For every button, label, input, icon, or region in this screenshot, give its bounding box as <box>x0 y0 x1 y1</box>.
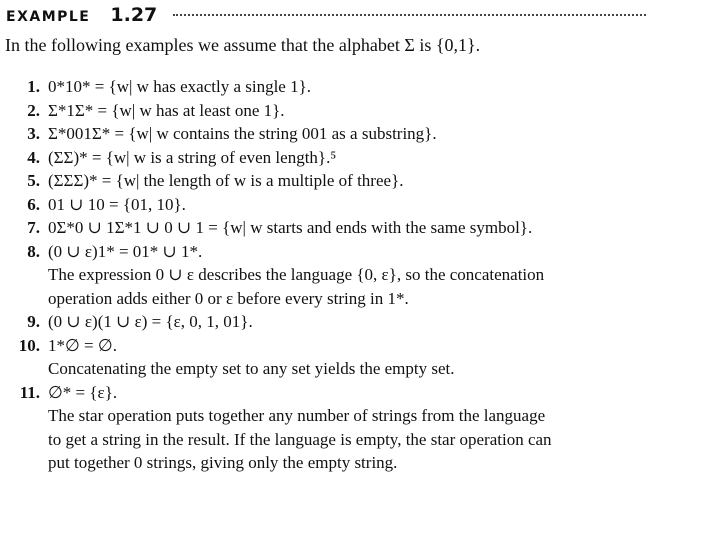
item-explanation: The star operation puts together any number of strings from the language <box>48 406 546 425</box>
item-number: 8. <box>27 241 40 261</box>
item-expression: (ΣΣΣ)* = {w| the length of w is a multiple of three}. <box>48 171 404 190</box>
list-item <box>0 216 715 240</box>
item-number: 3. <box>27 124 40 143</box>
item-expression: ∅* = {ε}. <box>48 382 118 402</box>
list-item <box>0 99 715 123</box>
list-item <box>0 193 715 217</box>
item-expression: 01 ∪ 10 = {01, 10}. <box>48 194 186 214</box>
item-explanation: Concatenating the empty set to any set yields the empty set. <box>48 359 455 378</box>
item-number: 10. <box>18 335 40 355</box>
item-expression: (ΣΣ)* = {w| w is a string of even length}.⁵ <box>48 147 337 167</box>
item-number: 4. <box>27 147 40 167</box>
item-number: 7. <box>27 218 40 237</box>
list-item <box>0 146 715 170</box>
item-expression: Σ*001Σ* = {w| w contains the string 001 as a substring}. <box>48 124 437 143</box>
example-list <box>0 75 715 475</box>
item-number: 1. <box>27 77 40 96</box>
item-number: 6. <box>27 194 40 214</box>
list-item <box>0 310 715 334</box>
item-explanation: put together 0 strings, giving only the empty string. <box>48 453 398 472</box>
item-expression: (0 ∪ ε)(1 ∪ ε) = {ε, 0, 1, 01}. <box>48 312 253 331</box>
list-item <box>0 75 715 99</box>
item-expression: 0*10* = {w| w has exactly a single 1}. <box>48 77 312 96</box>
item-expression: 0Σ*0 ∪ 1Σ*1 ∪ 0 ∪ 1 = {w| w starts and ends with the same symbol}. <box>48 218 533 237</box>
example-header <box>6 4 646 28</box>
item-explanation: The expression 0 ∪ ε describes the language {0, ε}, so the concatenation <box>48 265 545 284</box>
item-number: 2. <box>27 100 40 120</box>
item-explanation: to get a string in the result. If the language is empty, the star operation can <box>48 429 552 449</box>
list-item <box>0 122 715 146</box>
item-explanation: operation adds either 0 or ε before every string in 1*. <box>48 288 409 308</box>
example-number: 1.27 <box>110 4 158 26</box>
dotted-rule <box>173 4 646 16</box>
list-item <box>0 169 715 193</box>
item-number: 5. <box>27 171 40 190</box>
item-expression: (0 ∪ ε)1* = 01* ∪ 1*. <box>48 241 203 261</box>
intro-paragraph: In the following examples we assume that the alphabet Σ is {0,1}. <box>5 35 481 55</box>
item-number: 11. <box>19 382 40 402</box>
list-item <box>0 381 715 475</box>
list-item <box>0 334 715 381</box>
example-label: EXAMPLE <box>6 9 91 25</box>
item-expression: 1*∅ = ∅. <box>48 335 117 355</box>
list-item <box>0 240 715 311</box>
item-expression: Σ*1Σ* = {w| w has at least one 1}. <box>48 100 285 120</box>
item-number: 9. <box>27 312 40 331</box>
